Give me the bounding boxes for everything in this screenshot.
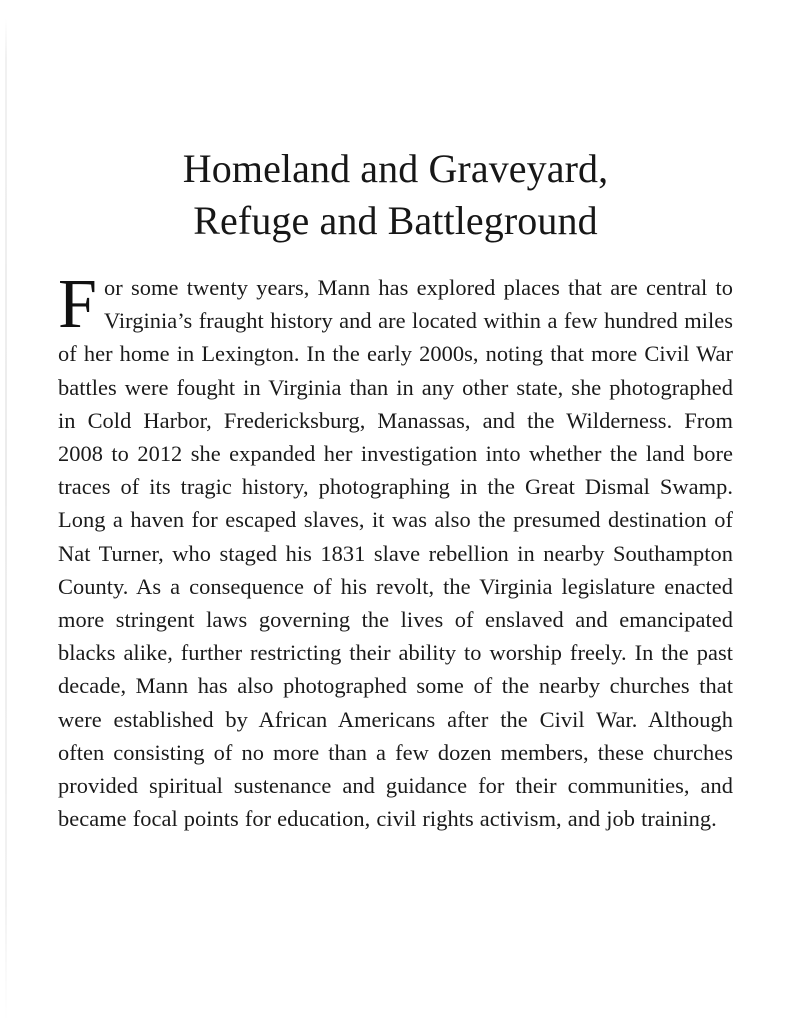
body-paragraph-text: or some twenty years, Mann has explored places that are central to Virginia’s fraught history and are located within a few hundred miles of her home in Lexington. In the early 2000s, noting that more Civil War battles were fought in Virginia than in any other state, she photographed in Cold Harbor, Fredericksburg, Manassas, and the Wilderness. From 2008 to 2012 she expanded her investigation into whether the land bore traces of its tragic history, photographing in the Great Dismal Swamp. Long a haven for escaped slaves, it was also the presumed destination of Nat Turner, who staged his 1831 slave rebellion in nearby Southampton County. As a consequence of his revolt, the Virginia legislature enacted more stringent laws governing the lives of enslaved and emancipated blacks alike, further restricting their ability to worship freely. In the past decade, Mann has also photographed some of the nearby churches that were established by African Americans after the Civil War. Although often consisting of no more than a few dozen members, these churches provided spiritual sustenance and guidance for their communities, and became focal points for education, civil rights activism, and job training. xyxy=(58,275,733,832)
page-title xyxy=(58,0,733,247)
drop-cap-initial: F xyxy=(58,266,97,343)
text-column xyxy=(58,0,733,835)
scan-edge-artifact xyxy=(5,18,7,1023)
page-title-line-1: Homeland and Graveyard, xyxy=(182,146,609,191)
body-paragraph xyxy=(58,247,733,835)
page-title-line-2: Refuge and Battleground xyxy=(193,198,598,243)
